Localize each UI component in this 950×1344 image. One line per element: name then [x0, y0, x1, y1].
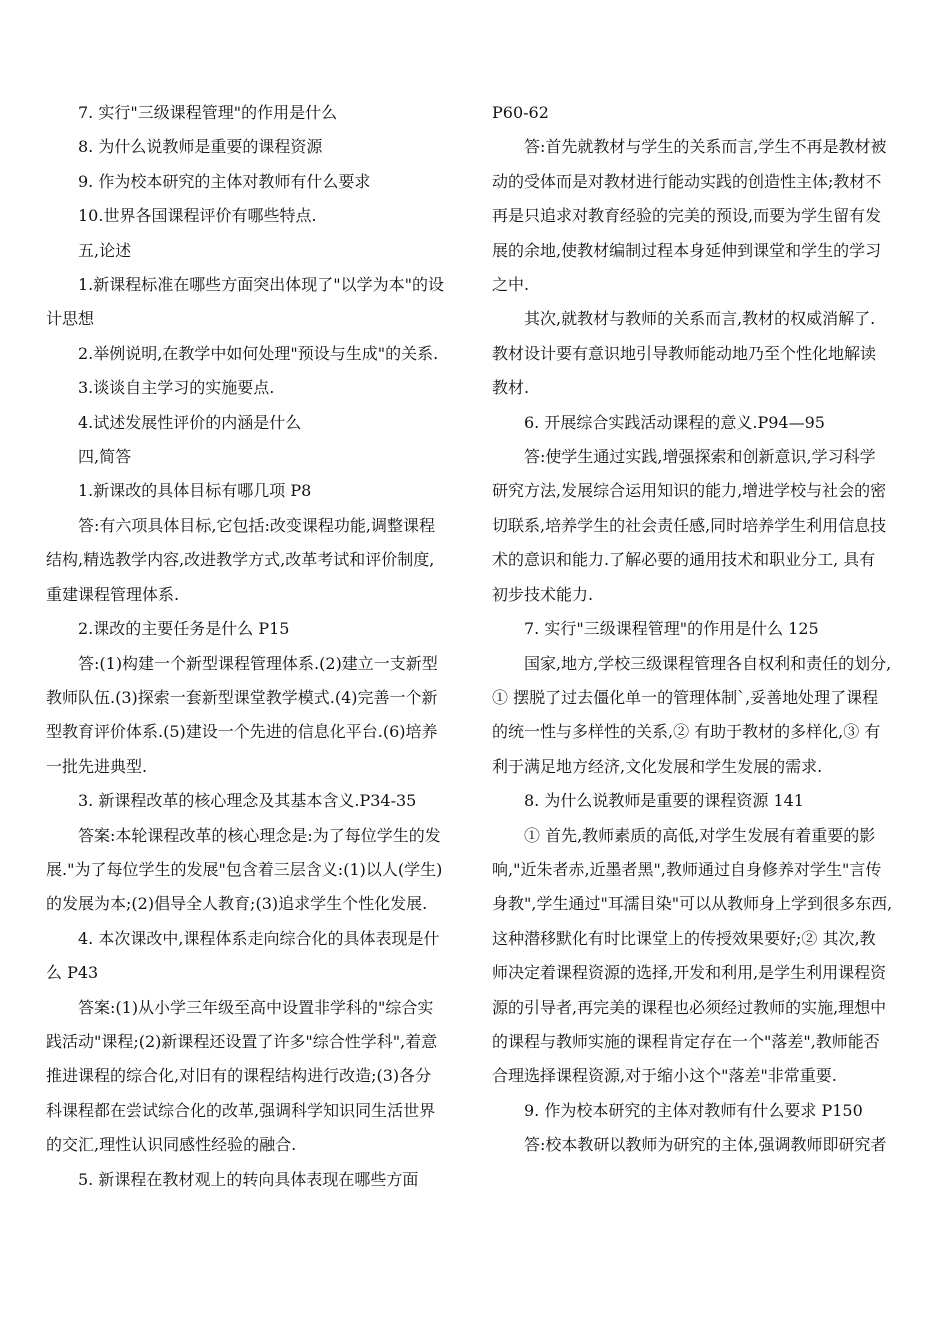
paragraph-line: 答:有六项具体目标,它包括:改变课程功能,调整课程 — [78, 515, 435, 535]
paragraph-line: ① 首先,教师素质的高低,对学生发展有着重要的影 — [524, 825, 876, 845]
paragraph-line: 践活动"课程;(2)新课程还设置了许多"综合性学科",着意 — [46, 1031, 438, 1051]
paragraph-line: 答:首先就教材与学生的关系而言,学生不再是教材被 — [524, 137, 887, 157]
paragraph-line: 8. 为什么说教师是重要的课程资源 — [78, 137, 323, 157]
paragraph-line: 教材设计要有意识地引导教师能动地乃至个性化地解读 — [492, 343, 877, 363]
paragraph-line: 的课程与教师实施的课程肯定存在一个"落差",教师能否 — [492, 1031, 880, 1051]
paragraph-line: 教师队伍.(3)探索一套新型课堂教学模式.(4)完善一个新 — [46, 687, 438, 707]
paragraph-line: 的交汇,理性认识同感性经验的融合. — [46, 1135, 297, 1155]
paragraph-line: 2.举例说明,在教学中如何处理"预设与生成"的关系. — [78, 343, 439, 363]
paragraph-line: 答:使学生通过实践,增强探索和创新意识,学习科学 — [524, 447, 876, 467]
paragraph-line: 1.新课程标准在哪些方面突出体现了"以学为本"的设 — [78, 275, 444, 295]
paragraph-line: 答案:本轮课程改革的核心理念是:为了每位学生的发 — [78, 825, 441, 845]
paragraph-line: 切联系,培养学生的社会责任感,同时培养学生利用信息技 — [492, 515, 887, 535]
paragraph-line: 科课程都在尝试综合化的改革,强调科学知识同生活世界 — [46, 1100, 436, 1120]
paragraph-line: 再是只追求对教育经验的完美的预设,而要为学生留有发 — [492, 206, 882, 226]
paragraph-line: 9. 作为校本研究的主体对教师有什么要求 P150 — [524, 1100, 863, 1120]
paragraph-line: 一批先进典型. — [46, 756, 148, 776]
paragraph-line: 3. 新课程改革的核心理念及其基本含义.P34-35 — [78, 791, 417, 811]
paragraph-line: 研究方法,发展综合运用知识的能力,增进学校与社会的密 — [492, 481, 887, 501]
paragraph-line: 之中. — [492, 275, 530, 295]
paragraph-line: 国家,地方,学校三级课程管理各自权利和责任的划分, — [524, 653, 892, 673]
paragraph-line: 展的余地,使教材编制过程本身延伸到课堂和学生的学习 — [492, 240, 882, 260]
paragraph-line: 术的意识和能力.了解必要的通用技术和职业分工, 具有 — [492, 550, 876, 570]
paragraph-line: 其次,就教材与教师的关系而言,教材的权威消解了. — [524, 309, 876, 329]
paragraph-line: 10.世界各国课程评价有哪些特点. — [78, 206, 317, 226]
paragraph-line: 5. 新课程在教材观上的转向具体表现在哪些方面 — [78, 1169, 419, 1189]
paragraph-line: 么 P43 — [46, 963, 99, 983]
paragraph-line: 利于满足地方经济,文化发展和学生发展的需求. — [492, 756, 823, 776]
paragraph-line: 型教育评价体系.(5)建设一个先进的信息化平台.(6)培养 — [46, 722, 438, 742]
paragraph-line: 4. 本次课改中,课程体系走向综合化的具体表现是什 — [78, 928, 440, 948]
paragraph-line: 答:(1)构建一个新型课程管理体系.(2)建立一支新型 — [78, 653, 438, 673]
paragraph-line: 这种潜移默化有时比课堂上的传授效果要好;② 其次,教 — [492, 928, 876, 948]
paragraph-line: 1.新课改的具体目标有哪几项 P8 — [78, 481, 312, 501]
paragraph-line: 2.课改的主要任务是什么 P15 — [78, 619, 290, 639]
paragraph-line: 6. 开展综合实践活动课程的意义.P94—95 — [524, 412, 825, 432]
paragraph-line: P60-62 — [492, 103, 549, 122]
paragraph-line: 9. 作为校本研究的主体对教师有什么要求 — [78, 171, 371, 191]
paragraph-line: 的统一性与多样性的关系,② 有助于教材的多样化,③ 有 — [492, 722, 881, 742]
paragraph-line: ① 摆脱了过去僵化单一的管理体制`,妥善地处理了课程 — [492, 687, 879, 707]
paragraph-line: 五,论述 — [78, 240, 132, 260]
paragraph-line: 3.谈谈自主学习的实施要点. — [78, 378, 275, 398]
paragraph-line: 重建课程管理体系. — [46, 584, 180, 604]
paragraph-line: 初步技术能力. — [492, 584, 594, 604]
right-column — [492, 96, 908, 1163]
paragraph-line: 7. 实行"三级课程管理"的作用是什么 — [78, 103, 338, 122]
paragraph-line: 源的引导者,再完美的课程也必须经过教师的实施,理想中 — [492, 997, 887, 1017]
paragraph-line: 4.试述发展性评价的内涵是什么 — [78, 412, 302, 432]
paragraph-line: 身教",学生通过"耳濡目染"可以从教师身上学到很多东西, — [492, 894, 893, 914]
paragraph-line: 答:校本教研以教师为研究的主体,强调教师即研究者 — [524, 1135, 887, 1155]
paragraph-line: 答案:(1)从小学三年级至高中设置非学科的"综合实 — [78, 997, 434, 1017]
left-column — [46, 96, 461, 1197]
paragraph-line: 推进课程的综合化,对旧有的课程结构进行改造;(3)各分 — [46, 1066, 432, 1086]
paragraph-line: 计思想 — [46, 309, 95, 329]
paragraph-line: 教材. — [492, 378, 530, 398]
paragraph-line: 合理选择课程资源,对于缩小这个"落差"非常重要. — [492, 1066, 837, 1086]
paragraph-line: 的发展为本;(2)倡导全人教育;(3)追求学生个性化发展. — [46, 894, 428, 914]
paragraph-line: 7. 实行"三级课程管理"的作用是什么 125 — [524, 619, 819, 639]
paragraph-line: 师决定着课程资源的选择,开发和利用,是学生利用课程资 — [492, 963, 887, 983]
paragraph-line: 8. 为什么说教师是重要的课程资源 141 — [524, 791, 804, 811]
paragraph-line: 响,"近朱者赤,近墨者黑",教师通过自身修养对学生"言传 — [492, 859, 882, 879]
paragraph-line: 结构,精选教学内容,改进教学方式,改革考试和评价制度, — [46, 550, 435, 570]
paragraph-line: 展."为了每位学生的发展"包含着三层含义:(1)以人(学生) — [46, 859, 443, 879]
paragraph-line: 四,简答 — [78, 447, 132, 467]
paragraph-line: 动的受体而是对教材进行能动实践的创造性主体;教材不 — [492, 171, 882, 191]
